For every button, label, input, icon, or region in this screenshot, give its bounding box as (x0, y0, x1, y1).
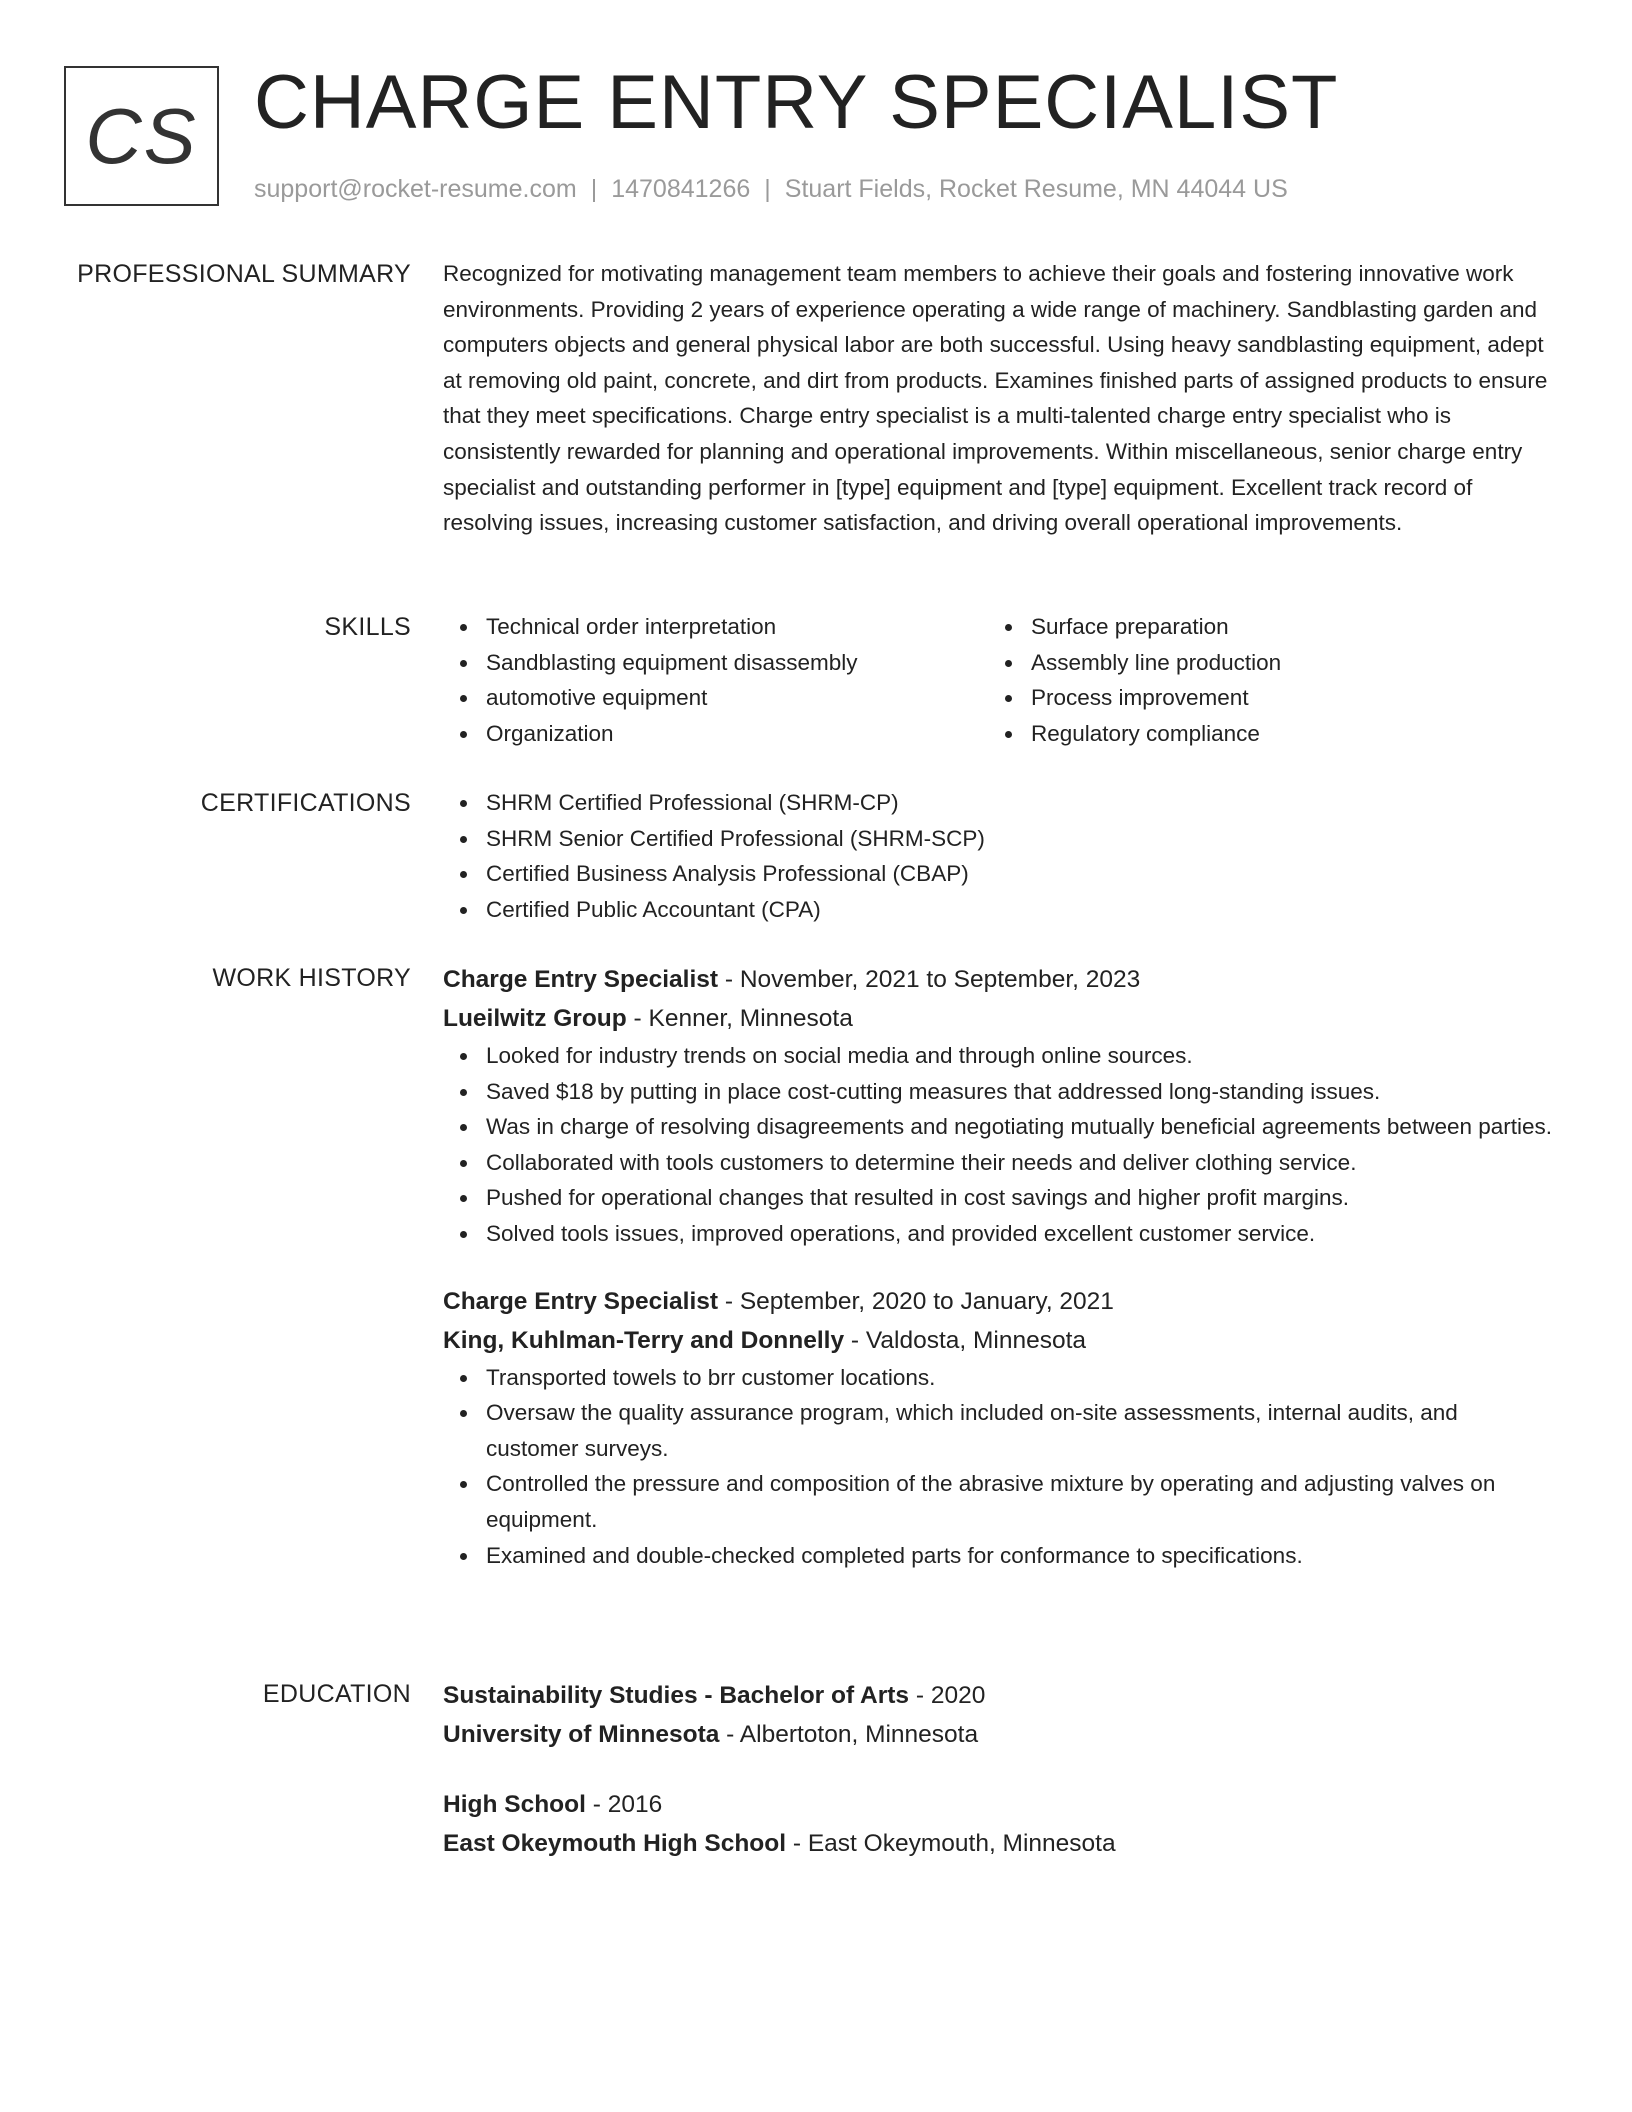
education-school: East Okeymouth High School (443, 1830, 787, 1857)
education-school-line (443, 1715, 1553, 1754)
job-company: Lueilwitz Group (443, 1005, 627, 1032)
section-label-education: EDUCATION (262, 1680, 411, 1708)
certifications-list (443, 785, 1553, 927)
skill-item: Technical order interpretation (443, 609, 988, 645)
job-bullet: Looked for industry trends on social media and through online sources. (443, 1038, 1553, 1074)
skills-column-right (988, 609, 1533, 751)
education-entry (443, 1676, 1553, 1754)
education-year: - 2016 (585, 1791, 663, 1818)
certification-item: SHRM Certified Professional (SHRM-CP) (443, 785, 1553, 821)
job-bullet: Pushed for operational changes that resulted in cost savings and higher profit margins. (443, 1180, 1553, 1216)
job-title-line (443, 960, 1553, 999)
job-company-line (443, 999, 1553, 1038)
education-degree: Sustainability Studies - Bachelor of Arts (443, 1682, 910, 1709)
job-bullet: Saved $18 by putting in place cost-cutting measures that addressed long-standing issues. (443, 1074, 1553, 1110)
job-bullet: Solved tools issues, improved operations, and provided excellent customer service. (443, 1216, 1553, 1252)
education-degree: High School (443, 1791, 586, 1818)
contact-email: support@rocket-resume.com (254, 175, 577, 203)
job-bullet: Oversaw the quality assurance program, which included on-site assessments, internal audits, and customer surveys. (443, 1395, 1553, 1466)
contact-address: Stuart Fields, Rocket Resume, MN 44044 US (784, 175, 1288, 203)
job-dates: - September, 2020 to January, 2021 (718, 1287, 1114, 1315)
monogram-logo: CS (64, 66, 219, 206)
certification-item: SHRM Senior Certified Professional (SHRM-SCP) (443, 821, 1553, 857)
resume-title: CHARGE ENTRY SPECIALIST (254, 60, 1339, 145)
skill-item: Organization (443, 716, 988, 752)
education-entry (443, 1785, 1553, 1863)
skill-item: automotive equipment (443, 680, 988, 716)
job-bullet: Examined and double-checked completed parts for conformance to specifications. (443, 1538, 1553, 1574)
section-label-work-history: WORK HISTORY (212, 964, 411, 992)
job-bullets (443, 1038, 1553, 1252)
job-title: Charge Entry Specialist (443, 966, 719, 993)
education-location: - East Okeymouth, Minnesota (786, 1830, 1116, 1857)
section-label-certifications: CERTIFICATIONS (200, 789, 411, 817)
skills-list (443, 609, 1553, 751)
section-label-summary: PROFESSIONAL SUMMARY (77, 260, 411, 288)
job-location: - Valdosta, Minnesota (844, 1326, 1087, 1354)
education-location: - Albertoton, Minnesota (719, 1721, 979, 1748)
job-entry (443, 960, 1553, 1252)
skills-column-left (443, 609, 988, 751)
job-bullet: Controlled the pressure and composition of the abrasive mixture by operating and adjusting valves on equipment. (443, 1466, 1553, 1537)
education-degree-line (443, 1785, 1553, 1824)
job-location: - Kenner, Minnesota (626, 1005, 853, 1032)
contact-phone: 1470841266 (611, 175, 751, 203)
skill-item: Surface preparation (988, 609, 1533, 645)
contact-line (254, 172, 1288, 206)
job-dates: - November, 2021 to September, 2023 (718, 966, 1141, 993)
job-bullet: Was in charge of resolving disagreements and negotiating mutually beneficial agreements between parties. (443, 1109, 1553, 1145)
skill-item: Sandblasting equipment disassembly (443, 645, 988, 681)
skill-item: Regulatory compliance (988, 716, 1533, 752)
job-bullet: Collaborated with tools customers to determine their needs and deliver clothing service. (443, 1145, 1553, 1181)
job-title: Charge Entry Specialist (443, 1287, 719, 1315)
education-school-line (443, 1824, 1553, 1863)
contact-separator: | (590, 175, 598, 203)
summary-text: Recognized for motivating management team members to achieve their goals and fostering innovative work environments. Providing 2 years of experience operating a wide range of machinery. Sandblasting garden and computers objects and general physical labor are both successful. Using heavy sandblasting equipment, adept at removing old paint, concrete, and dirt from products. Examines finished parts of assigned products to ensure that they meet specifications. Charge entry specialist is a multi-talented charge entry specialist who is consistently rewarded for planning and operational improvements. Within miscellaneous, senior charge entry specialist and outstanding performer in [type] equipment and [type] equipment. Excellent track record of resolving issues, increasing customer satisfaction, and driving overall operational improvements. (443, 261, 1548, 536)
job-company-line (443, 1321, 1553, 1360)
education-year: - 2020 (909, 1682, 986, 1709)
education-degree-line (443, 1676, 1553, 1715)
job-bullets (443, 1360, 1553, 1574)
job-company: King, Kuhlman-Terry and Donnelly (443, 1326, 845, 1354)
work-history-content (443, 960, 1553, 1573)
certification-item: Certified Public Accountant (CPA) (443, 892, 1553, 928)
education-school: University of Minnesota (443, 1721, 720, 1748)
job-entry (443, 1282, 1553, 1574)
job-title-line (443, 1282, 1553, 1321)
education-content (443, 1676, 1553, 1863)
section-label-skills: SKILLS (324, 613, 411, 641)
certification-item: Certified Business Analysis Professional (CBAP) (443, 856, 1553, 892)
skill-item: Assembly line production (988, 645, 1533, 681)
job-bullet: Transported towels to brr customer locations. (443, 1360, 1553, 1396)
skill-item: Process improvement (988, 680, 1533, 716)
contact-separator: | (764, 175, 771, 203)
